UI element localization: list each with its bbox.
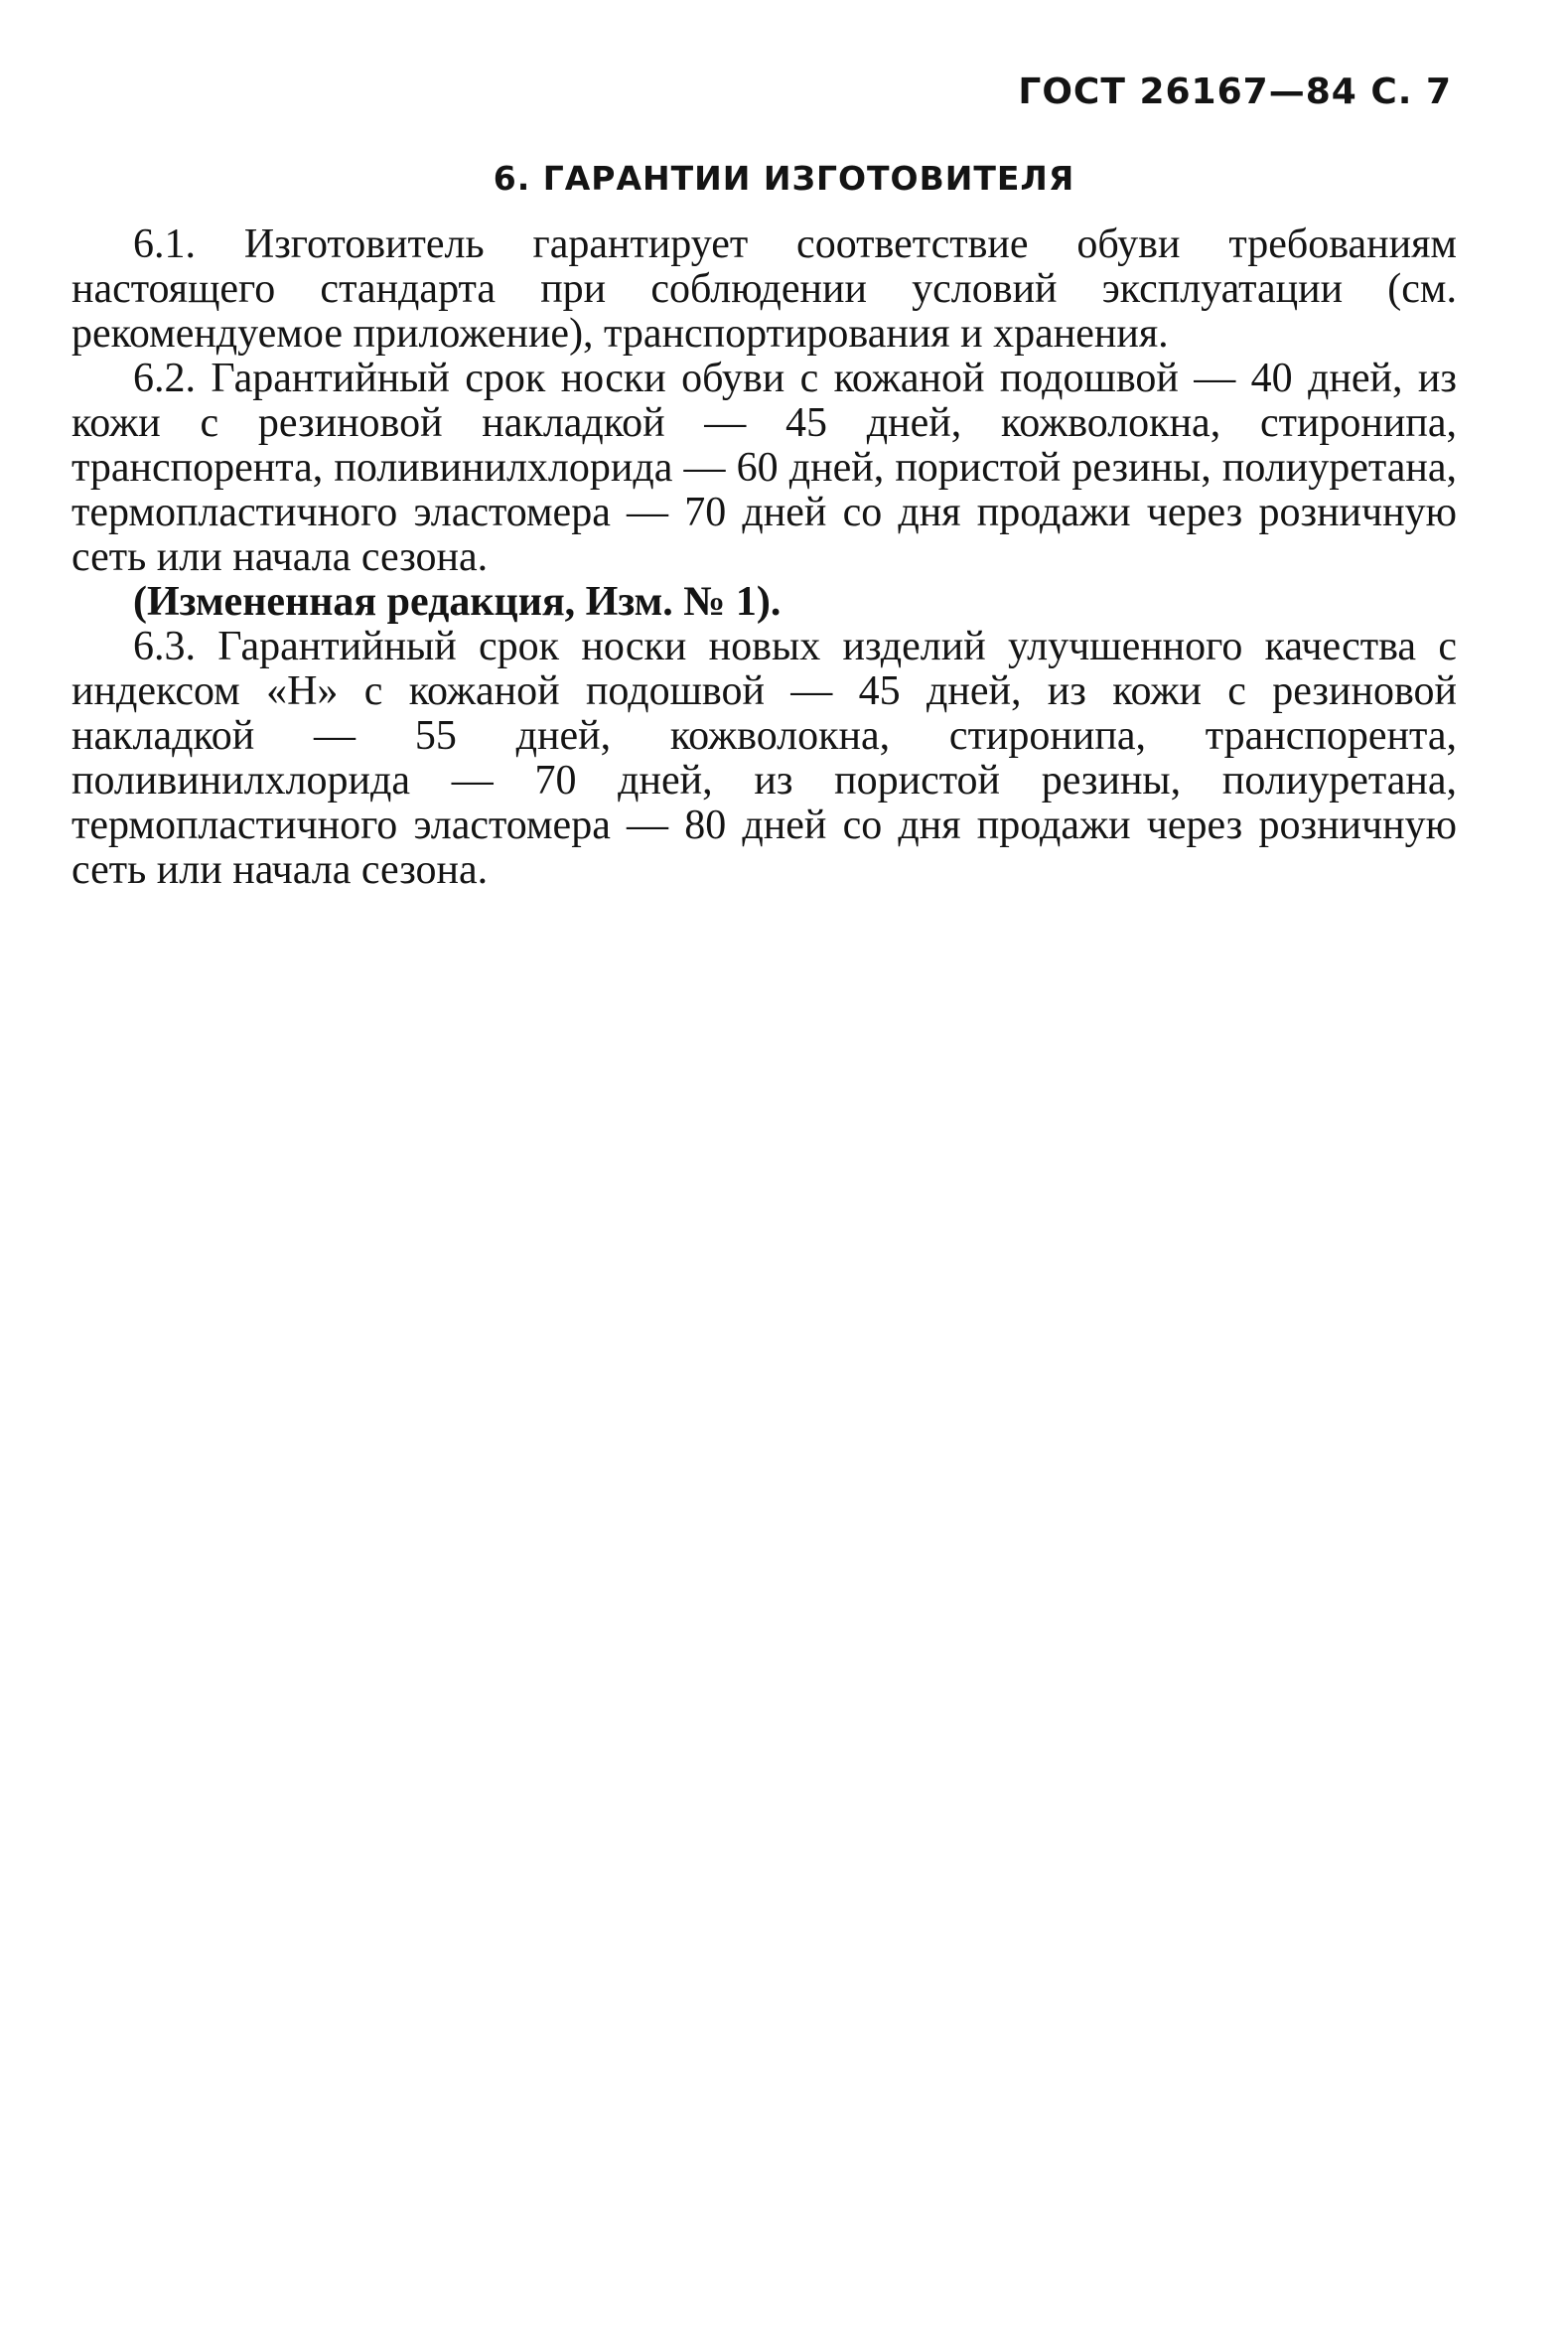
document-body: [71, 222, 1457, 893]
paragraph-6-2: 6.2. Гарантийный срок носки обуви с кожаной подошвой — 40 дней, из кожи с резиновой накладкой — 45 дней, кожволокна, стиронипа, транспорента, поливинилхлорида — 60 дней, пористой резины, полиуретана, термопластичного эластомера — 70 дней со дня продажи через розничную сеть или начала сезона.: [71, 356, 1457, 580]
page-header: ГОСТ 26167—84 С. 7: [1018, 72, 1452, 112]
amendment-note: (Измененная редакция, Изм. № 1).: [133, 579, 782, 625]
paragraph-6-3: 6.3. Гарантийный срок носки новых изделий улучшенного качества с индексом «Н» с кожаной подошвой — 45 дней, из кожи с резиновой накладкой — 55 дней, кожволокна, стиронипа, транспорента, поливинилхлорида — 70 дней, из пористой резины, полиуретана, термопластичного эластомера — 80 дней со дня продажи через розничную сеть или начала сезона.: [71, 624, 1457, 893]
section-title: 6. ГАРАНТИИ ИЗГОТОВИТЕЛЯ: [493, 159, 1075, 198]
paragraph-6-1: 6.1. Изготовитель гарантирует соответствие обуви требованиям настоящего стандарта при соблюдении условий эксплуатации (см. рекомендуемое приложение), транспортирования и хранения.: [71, 221, 1457, 357]
